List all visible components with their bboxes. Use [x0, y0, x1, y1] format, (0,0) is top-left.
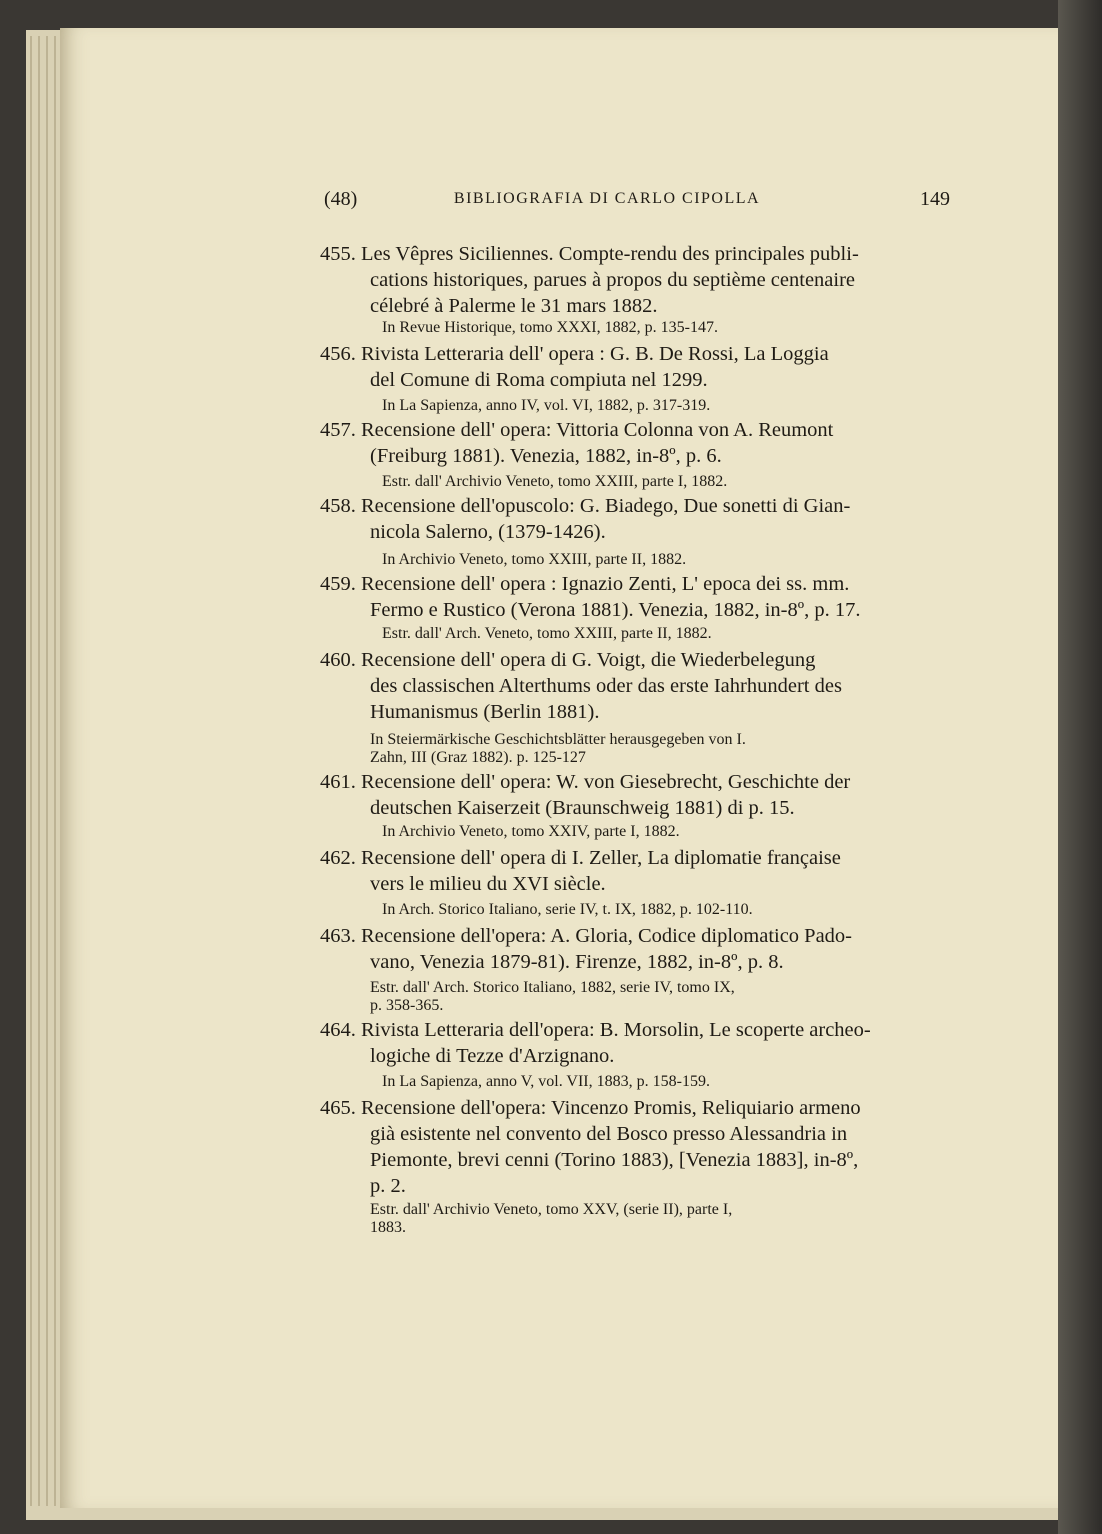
entry-first-line: 457. Recensione dell' opera: Vittoria Colonna von A. Reumont	[320, 419, 834, 441]
entry-source: In La Sapienza, anno IV, vol. VI, 1882, p. 317-319.	[382, 397, 711, 414]
entry-line: célebré à Palerme le 31 mars 1882.	[370, 295, 658, 317]
entry-line: Humanismus (Berlin 1881).	[370, 701, 600, 723]
running-header	[262, 188, 950, 218]
entry-line: cations historiques, parues à propos du septième centenaire	[370, 269, 856, 291]
gutter-shadow	[1058, 0, 1102, 1534]
page-reference: (48)	[324, 188, 358, 210]
entry-source: In Steiermärkische Geschichtsblätter herausgegeben von I.	[370, 731, 746, 748]
entry-source: p. 358-365.	[370, 997, 444, 1014]
entry-source: Estr. dall' Archivio Veneto, tomo XXIII, parte I, 1882.	[382, 473, 728, 490]
page-edge	[46, 36, 48, 1506]
page-edge	[38, 36, 40, 1506]
entry-line: nicola Salerno, (1379-1426).	[370, 521, 606, 543]
entry-line: vers le milieu du XVI siècle.	[370, 873, 606, 895]
entry-first-line: 458. Recensione dell'opuscolo: G. Biadego, Due sonetti di Gian-	[320, 495, 851, 517]
entry-line: (Freiburg 1881). Venezia, 1882, in-8º, p. 6.	[370, 445, 722, 467]
entry-source: In Arch. Storico Italiano, serie IV, t. IX, 1882, p. 102-110.	[382, 901, 753, 918]
page-edge	[30, 36, 32, 1506]
entry-line: Piemonte, brevi cenni (Torino 1883), [Venezia 1883], in-8º,	[370, 1149, 859, 1171]
entry-source: In Archivio Veneto, tomo XXIII, parte II, 1882.	[382, 551, 687, 568]
entry-source: In Archivio Veneto, tomo XXIV, parte I, 1882.	[382, 823, 680, 840]
entry-first-line: 462. Recensione dell' opera di I. Zeller, La diplomatie française	[320, 847, 841, 869]
entry-source: Estr. dall' Arch. Veneto, tomo XXIII, parte II, 1882.	[382, 625, 712, 642]
entry-line: Fermo e Rustico (Verona 1881). Venezia, 1882, in-8º, p. 17.	[370, 599, 861, 621]
entry-line: p. 2.	[370, 1175, 406, 1197]
entry-source: Estr. dall' Archivio Veneto, tomo XXV, (serie II), parte I,	[370, 1201, 733, 1218]
page-number: 149	[920, 188, 950, 210]
entry-first-line: 464. Rivista Letteraria dell'opera: B. Morsolin, Le scoperte archeo-	[320, 1019, 871, 1041]
running-title: BIBLIOGRAFIA DI CARLO CIPOLLA	[453, 190, 761, 207]
entry-line: logiche di Tezze d'Arzignano.	[370, 1045, 615, 1067]
entry-source: Zahn, III (Graz 1882). p. 125-127	[370, 749, 586, 766]
entry-source: Estr. dall' Arch. Storico Italiano, 1882, serie IV, tomo IX,	[370, 979, 735, 996]
entry-line: del Comune di Roma compiuta nel 1299.	[370, 369, 708, 391]
entry-first-line: 461. Recensione dell' opera: W. von Giesebrecht, Geschichte der	[320, 771, 851, 793]
entry-first-line: 460. Recensione dell' opera di G. Voigt, die Wiederbelegung	[320, 649, 816, 671]
entry-source: In Revue Historique, tomo XXXI, 1882, p. 135-147.	[382, 319, 718, 336]
page-edge	[54, 36, 56, 1506]
entry-first-line: 465. Recensione dell'opera: Vincenzo Promis, Reliquiario armeno	[320, 1097, 861, 1119]
entry-source: In La Sapienza, anno V, vol. VII, 1883, p. 158-159.	[382, 1073, 710, 1090]
entry-first-line: 459. Recensione dell' opera : Ignazio Zenti, L' epoca dei ss. mm.	[320, 573, 850, 595]
entry-first-line: 456. Rivista Letteraria dell' opera : G. B. De Rossi, La Loggia	[320, 343, 829, 365]
entry-line: des classischen Alterthums oder das erste Iahrhundert des	[370, 675, 842, 697]
entry-line: già esistente nel convento del Bosco presso Alessandria in	[370, 1123, 848, 1145]
entry-source: 1883.	[370, 1219, 406, 1236]
entry-line: deutschen Kaiserzeit (Braunschweig 1881) di p. 15.	[370, 797, 795, 819]
entry-line: vano, Venezia 1879-81). Firenze, 1882, in-8º, p. 8.	[370, 951, 784, 973]
entry-first-line: 463. Recensione dell'opera: A. Gloria, Codice diplomatico Pado-	[320, 925, 853, 947]
entry-first-line: 455. Les Vêpres Siciliennes. Compte-rendu des principales publi-	[320, 243, 859, 265]
